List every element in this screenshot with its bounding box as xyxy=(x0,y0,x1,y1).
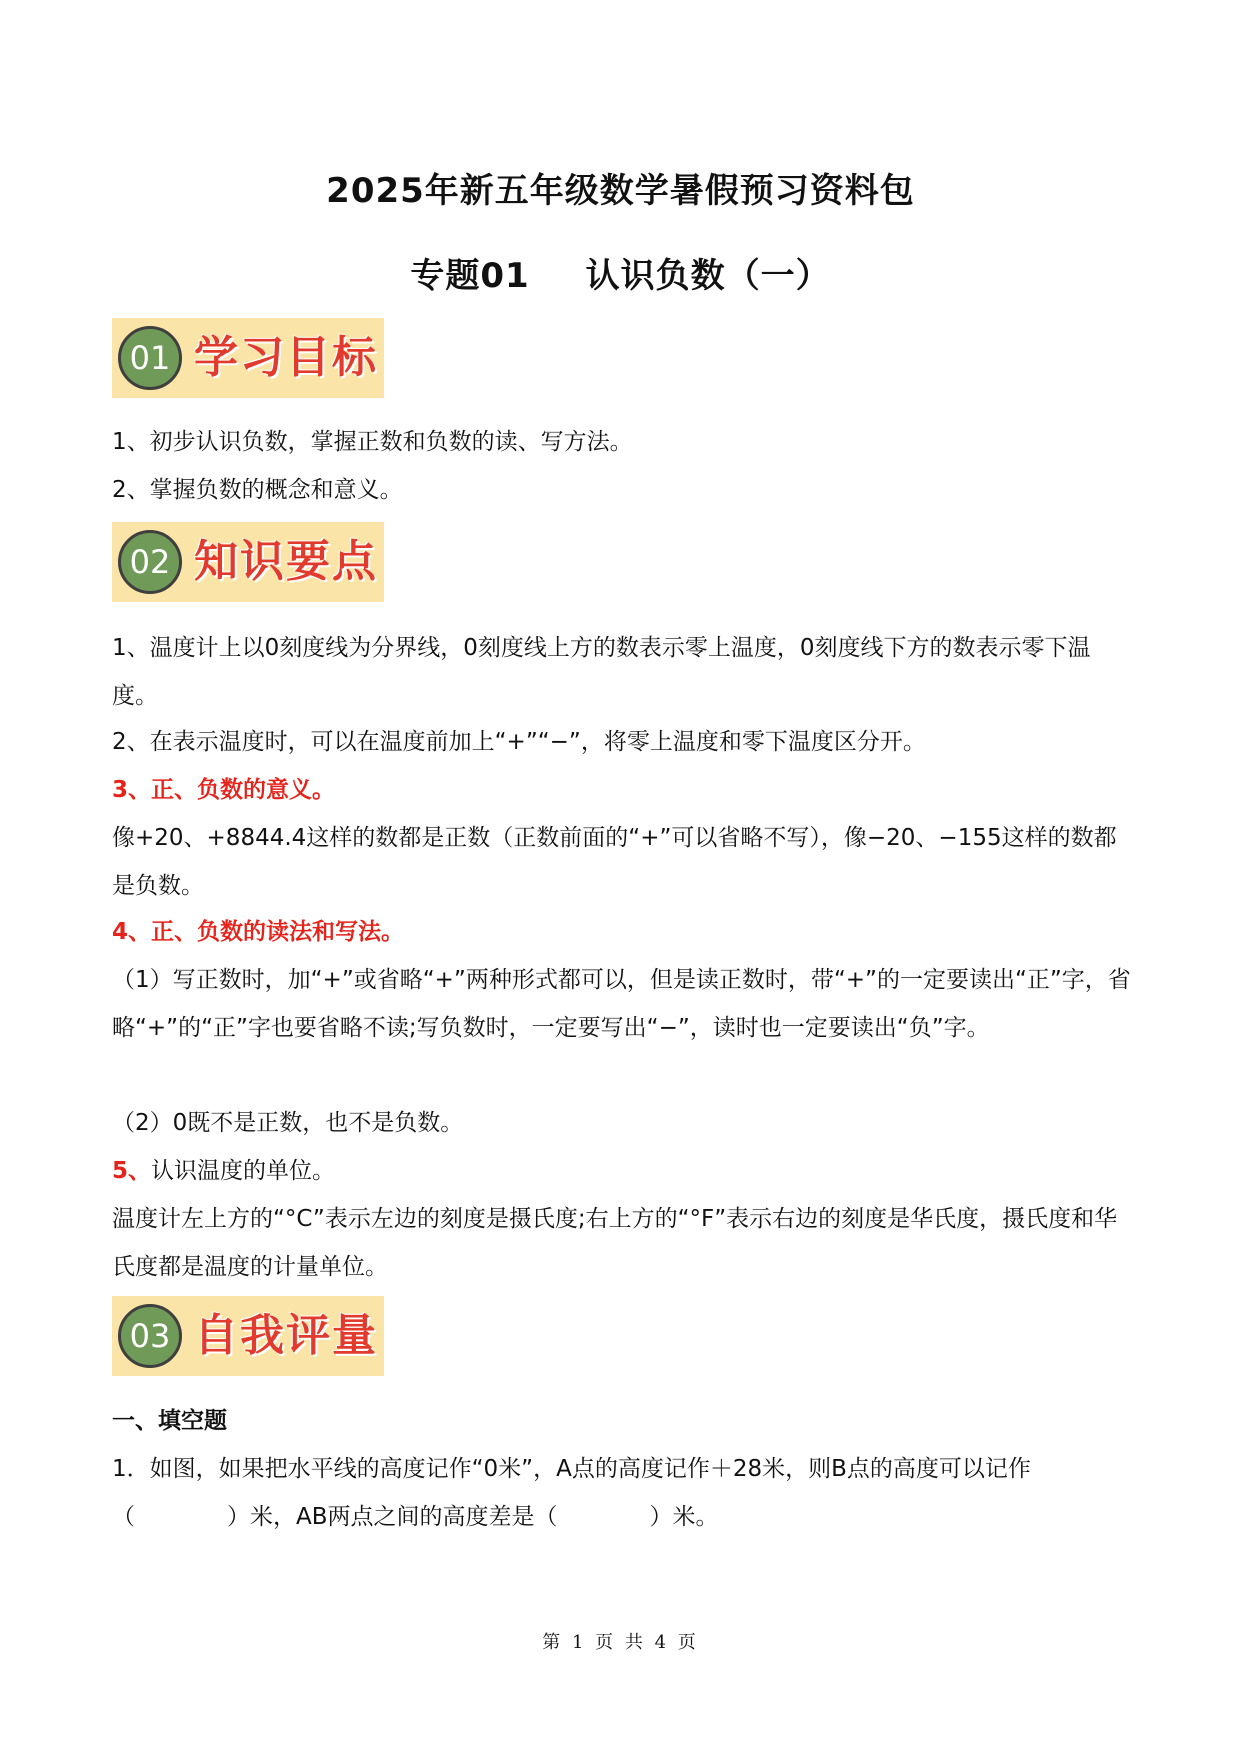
section-title: 知识要点 xyxy=(194,536,378,587)
section-number-badge: 02 xyxy=(118,530,182,594)
key-point-5-number: 5、 xyxy=(112,1158,152,1184)
document-subtitle xyxy=(0,248,1241,297)
key-point-1: 1、温度计上以0刻度线为分界线，0刻度线上方的数表示零上温度，0刻度线下方的数表示零下温度。 xyxy=(112,635,1091,709)
key-point-4-rule-1: （1）写正数时，加“+”或省略“+”两种形式都可以，但是读正数时，带“+”的一定要读出“正”字，省略“+”的“正”字也要省略不读;写负数时，一定要写出“−”，读时也一定要读出“负”字。 xyxy=(112,967,1131,1041)
key-point-4-rule-2: （2）0既不是正数，也不是负数。 xyxy=(112,1110,464,1136)
topic-number: 专题01 xyxy=(410,256,530,296)
section-number-badge: 01 xyxy=(118,326,182,390)
exercise-heading: 一、填空题 xyxy=(112,1408,227,1434)
question-1: 1．如图，如果把水平线的高度记作“0米”，A点的高度记作＋28米，则B点的高度可以记作（ ）米，AB两点之间的高度差是（ ）米。 xyxy=(112,1456,1031,1530)
key-point-5-title: 认识温度的单位。 xyxy=(151,1158,336,1184)
section-banner-goals xyxy=(112,318,384,398)
page-footer: 第 1 页 共 4 页 xyxy=(542,1632,699,1653)
document-title: 2025年新五年级数学暑假预习资料包 xyxy=(326,171,915,211)
key-point-heading-5 xyxy=(112,1147,1132,1195)
section-title: 学习目标 xyxy=(194,332,378,383)
topic-name: 认识负数（一） xyxy=(585,256,831,296)
section-title: 自我评量 xyxy=(194,1310,378,1361)
key-point-3-body: 像+20、+8844.4这样的数都是正数（正数前面的“+”可以省略不写），像−20、−155这样的数都是负数。 xyxy=(112,825,1117,899)
section-number-badge: 03 xyxy=(118,1304,182,1368)
goal-item: 2、掌握负数的概念和意义。 xyxy=(112,477,403,503)
section-banner-self-assessment xyxy=(112,1296,384,1376)
key-point-heading-3: 3、正、负数的意义。 xyxy=(112,777,336,803)
key-point-heading-4: 4、正、负数的读法和写法。 xyxy=(112,919,405,945)
key-point-2: 2、在表示温度时，可以在温度前加上“+”“−”，将零上温度和零下温度区分开。 xyxy=(112,729,926,755)
section-banner-key-points xyxy=(112,522,384,602)
key-point-5-body: 温度计左上方的“°C”表示左边的刻度是摄氏度;右上方的“°F”表示右边的刻度是华氏度，摄氏度和华氏度都是温度的计量单位。 xyxy=(112,1206,1118,1280)
goal-item: 1、初步认识负数，掌握正数和负数的读、写方法。 xyxy=(112,429,633,455)
